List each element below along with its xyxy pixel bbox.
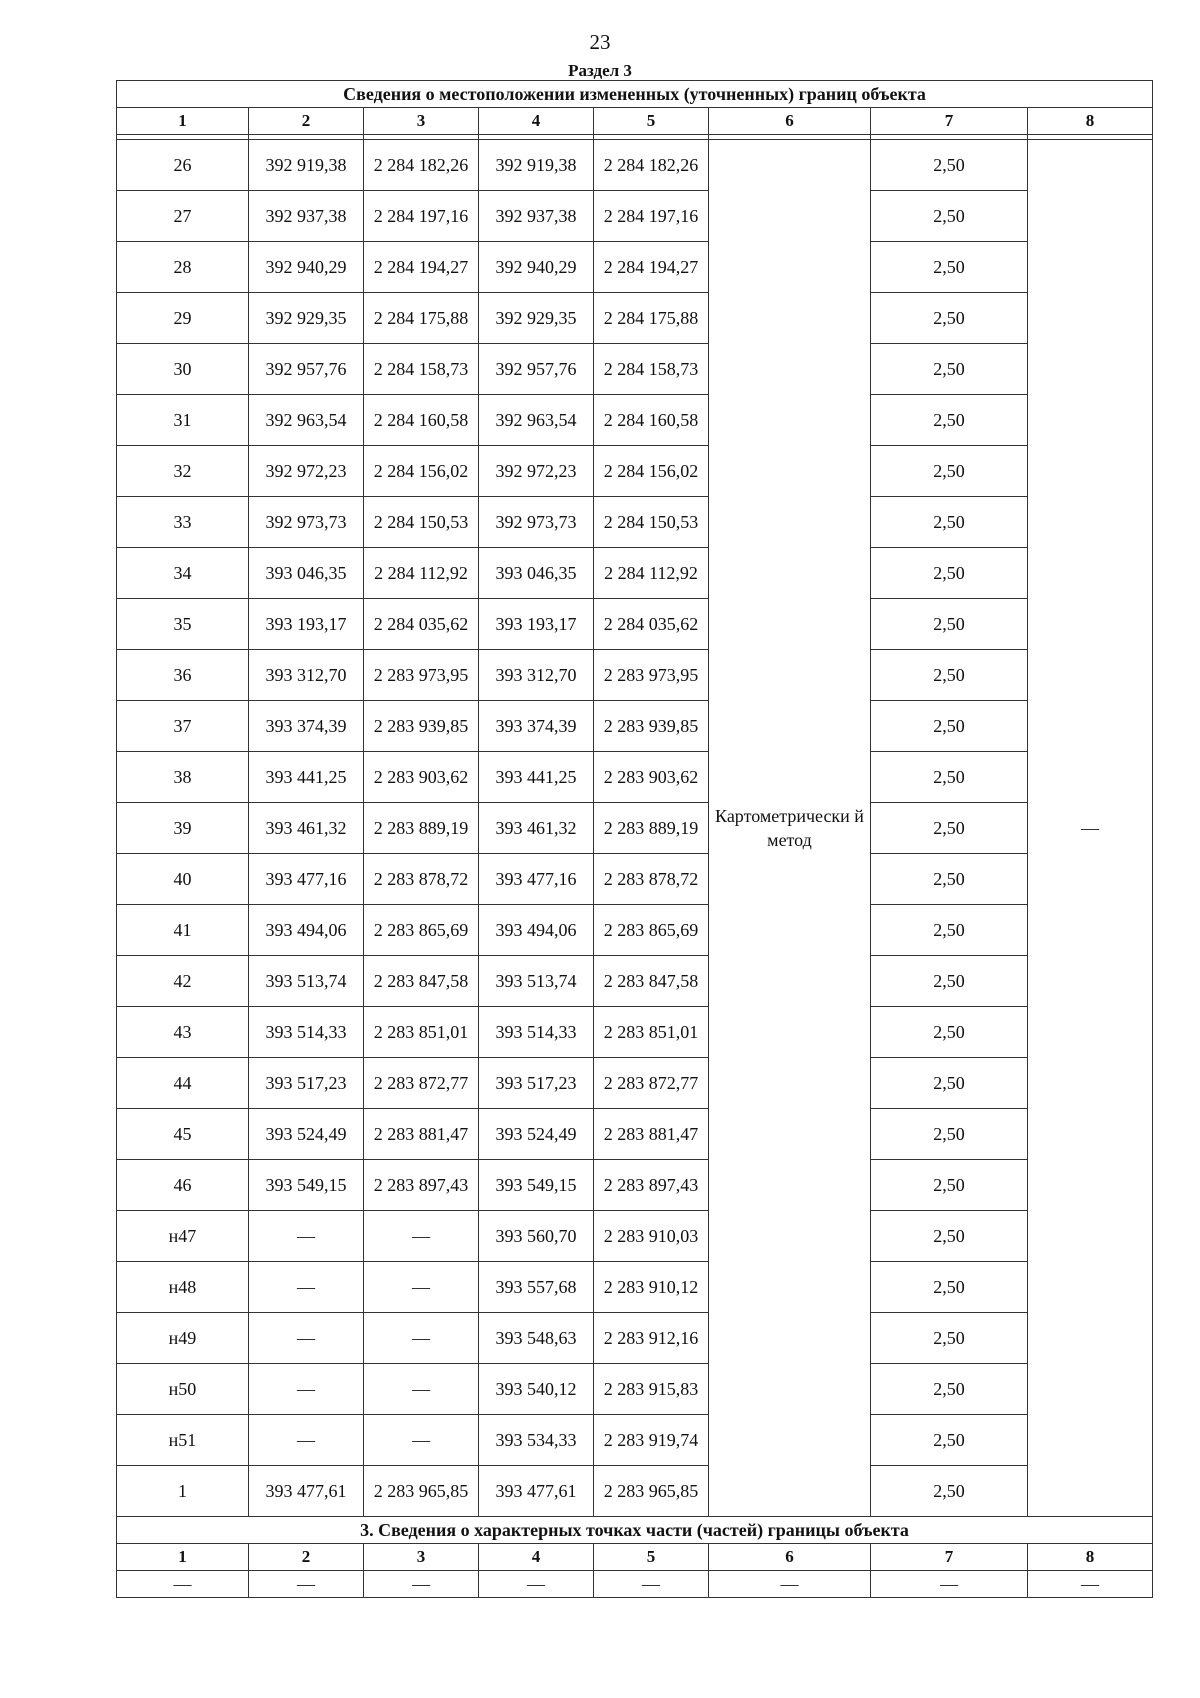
- table-cell: 2 284 182,26: [594, 140, 709, 191]
- column-header: 2: [249, 108, 364, 135]
- table-cell: 392 957,76: [479, 344, 594, 395]
- table-cell: 393 517,23: [479, 1058, 594, 1109]
- table-cell: 2,50: [871, 701, 1028, 752]
- table-cell: 2 283 872,77: [594, 1058, 709, 1109]
- table-cell: 392 937,38: [479, 191, 594, 242]
- table-cell: 2 283 912,16: [594, 1313, 709, 1364]
- table-cell: 392 963,54: [249, 395, 364, 446]
- table-cell: —: [249, 1262, 364, 1313]
- table-cell: 392 973,73: [249, 497, 364, 548]
- table-cell: —: [364, 1364, 479, 1415]
- table-cell: 45: [117, 1109, 249, 1160]
- column-header: 4: [479, 1544, 594, 1571]
- table-cell: 393 477,16: [479, 854, 594, 905]
- table-cell: 2 283 965,85: [364, 1466, 479, 1517]
- table-row: [117, 1571, 1153, 1598]
- table-cell: 393 046,35: [249, 548, 364, 599]
- table-cell: 393 374,39: [249, 701, 364, 752]
- table-cell: 32: [117, 446, 249, 497]
- table-cell: 393 312,70: [249, 650, 364, 701]
- table-cell: —: [1028, 1571, 1153, 1598]
- table-cell: 2 283 919,74: [594, 1415, 709, 1466]
- table-cell: —: [594, 1571, 709, 1598]
- table-cell: 393 513,74: [479, 956, 594, 1007]
- table-cell: н48: [117, 1262, 249, 1313]
- table-cell: 2 283 897,43: [364, 1160, 479, 1211]
- table-cell: 39: [117, 803, 249, 854]
- table-cell: 393 494,06: [479, 905, 594, 956]
- table-cell: 2 283 965,85: [594, 1466, 709, 1517]
- table-cell: 46: [117, 1160, 249, 1211]
- table-cell: 2 284 150,53: [594, 497, 709, 548]
- table-row: [117, 1466, 1153, 1517]
- table-cell: 393 557,68: [479, 1262, 594, 1313]
- table-cell: 2 283 878,72: [364, 854, 479, 905]
- table-cell: 2 283 903,62: [364, 752, 479, 803]
- table-cell: 392 919,38: [479, 140, 594, 191]
- table-cell: 392 957,76: [249, 344, 364, 395]
- table-cell: 2 283 872,77: [364, 1058, 479, 1109]
- table-cell: 2,50: [871, 191, 1028, 242]
- table-cell: 44: [117, 1058, 249, 1109]
- table-row: [117, 803, 1153, 854]
- page-number: 23: [589, 30, 611, 54]
- column-header: 4: [479, 108, 594, 135]
- column8-cell: —: [1028, 140, 1153, 1517]
- table-row: [117, 599, 1153, 650]
- table-cell: —: [479, 1571, 594, 1598]
- table-row: [117, 497, 1153, 548]
- column-header: 7: [871, 1544, 1028, 1571]
- table-cell: 43: [117, 1007, 249, 1058]
- table-cell: 393 441,25: [249, 752, 364, 803]
- table-cell: 392 929,35: [249, 293, 364, 344]
- table-cell: 2,50: [871, 854, 1028, 905]
- table-cell: 2 283 847,58: [594, 956, 709, 1007]
- column-header: 1: [117, 1544, 249, 1571]
- table-cell: —: [249, 1313, 364, 1364]
- table-cell: 28: [117, 242, 249, 293]
- column-header: 5: [594, 108, 709, 135]
- table-cell: 393 193,17: [479, 599, 594, 650]
- table-cell: 393 540,12: [479, 1364, 594, 1415]
- table-cell: 2 283 897,43: [594, 1160, 709, 1211]
- table-cell: 2,50: [871, 1313, 1028, 1364]
- table-cell: 2,50: [871, 446, 1028, 497]
- table-cell: 40: [117, 854, 249, 905]
- table-cell: 393 477,16: [249, 854, 364, 905]
- table-cell: 2,50: [871, 1415, 1028, 1466]
- column-header: 6: [709, 108, 871, 135]
- table-cell: 36: [117, 650, 249, 701]
- table-cell: 2,50: [871, 293, 1028, 344]
- table-cell: 393 494,06: [249, 905, 364, 956]
- table-cell: 2 283 865,69: [594, 905, 709, 956]
- table-caption: Сведения о местоположении измененных (уточненных) границ объекта: [117, 81, 1153, 108]
- table-cell: 393 524,49: [249, 1109, 364, 1160]
- column-header: 1: [117, 108, 249, 135]
- table-cell: —: [249, 1571, 364, 1598]
- table-cell: 393 374,39: [479, 701, 594, 752]
- table-row: [117, 752, 1153, 803]
- table-cell: 393 193,17: [249, 599, 364, 650]
- table-cell: 392 973,73: [479, 497, 594, 548]
- table-cell: 2 284 158,73: [594, 344, 709, 395]
- table-cell: 2,50: [871, 905, 1028, 956]
- table-cell: 2 283 881,47: [364, 1109, 479, 1160]
- table-cell: 2,50: [871, 1211, 1028, 1262]
- table-row: [117, 905, 1153, 956]
- table-cell: 393 548,63: [479, 1313, 594, 1364]
- table-cell: 2,50: [871, 548, 1028, 599]
- table-cell: 2 284 197,16: [594, 191, 709, 242]
- table-cell: 41: [117, 905, 249, 956]
- table-cell: 2 284 112,92: [364, 548, 479, 599]
- table-cell: н50: [117, 1364, 249, 1415]
- table-cell: 2 284 194,27: [364, 242, 479, 293]
- table-cell: 393 312,70: [479, 650, 594, 701]
- table-cell: 2 283 881,47: [594, 1109, 709, 1160]
- table-cell: —: [364, 1415, 479, 1466]
- table-cell: 392 937,38: [249, 191, 364, 242]
- table-cell: 2 284 182,26: [364, 140, 479, 191]
- column-header: 8: [1028, 1544, 1153, 1571]
- table-cell: 392 929,35: [479, 293, 594, 344]
- column-header: 2: [249, 1544, 364, 1571]
- table-cell: 392 919,38: [249, 140, 364, 191]
- table-cell: 35: [117, 599, 249, 650]
- table-cell: —: [364, 1571, 479, 1598]
- table-cell: 2 284 156,02: [364, 446, 479, 497]
- table-cell: 2 284 175,88: [594, 293, 709, 344]
- table-cell: 31: [117, 395, 249, 446]
- table-cell: 2,50: [871, 1058, 1028, 1109]
- table-cell: —: [249, 1364, 364, 1415]
- table-cell: —: [364, 1313, 479, 1364]
- table-cell: 393 046,35: [479, 548, 594, 599]
- table-cell: 392 972,23: [479, 446, 594, 497]
- table-cell: 2,50: [871, 242, 1028, 293]
- table-row: [117, 1109, 1153, 1160]
- table-cell: 26: [117, 140, 249, 191]
- table-row: [117, 701, 1153, 752]
- table-cell: 393 477,61: [479, 1466, 594, 1517]
- table-row: [117, 242, 1153, 293]
- table-cell: 2,50: [871, 956, 1028, 1007]
- table-cell: 2,50: [871, 599, 1028, 650]
- table-cell: 2 283 915,83: [594, 1364, 709, 1415]
- table-cell: 2 283 910,12: [594, 1262, 709, 1313]
- table-cell: 37: [117, 701, 249, 752]
- table-cell: 2 284 035,62: [364, 599, 479, 650]
- table-row: [117, 395, 1153, 446]
- column-header: 3: [364, 1544, 479, 1571]
- table-row: [117, 293, 1153, 344]
- table-cell: 2 284 156,02: [594, 446, 709, 497]
- table-cell: 393 549,15: [249, 1160, 364, 1211]
- table-cell: 2 283 865,69: [364, 905, 479, 956]
- table-cell: 2 284 175,88: [364, 293, 479, 344]
- table-cell: 392 972,23: [249, 446, 364, 497]
- section-label: Раздел 3: [568, 61, 632, 80]
- table-cell: 2,50: [871, 395, 1028, 446]
- table-cell: 2,50: [871, 497, 1028, 548]
- table-cell: 2,50: [871, 1364, 1028, 1415]
- table-cell: —: [249, 1211, 364, 1262]
- table-cell: 393 524,49: [479, 1109, 594, 1160]
- table-cell: 393 461,32: [249, 803, 364, 854]
- table-row: [117, 344, 1153, 395]
- table-cell: 2,50: [871, 650, 1028, 701]
- table-row: [117, 191, 1153, 242]
- table-cell: 38: [117, 752, 249, 803]
- table-cell: 393 514,33: [249, 1007, 364, 1058]
- method-cell: Картометрически й метод: [709, 140, 871, 1517]
- table-cell: 393 477,61: [249, 1466, 364, 1517]
- table-cell: —: [364, 1211, 479, 1262]
- table-cell: 33: [117, 497, 249, 548]
- table-cell: 34: [117, 548, 249, 599]
- table-row: [117, 1007, 1153, 1058]
- table-cell: 1: [117, 1466, 249, 1517]
- table-cell: 2 283 939,85: [594, 701, 709, 752]
- column-header: 3: [364, 108, 479, 135]
- table-cell: 393 514,33: [479, 1007, 594, 1058]
- table-row: [117, 1415, 1153, 1466]
- column-header: 8: [1028, 108, 1153, 135]
- table-cell: 2,50: [871, 1466, 1028, 1517]
- table-cell: 2 284 112,92: [594, 548, 709, 599]
- table-cell: —: [871, 1571, 1028, 1598]
- table-row: [117, 650, 1153, 701]
- table-cell: 393 441,25: [479, 752, 594, 803]
- table-cell: 2 283 903,62: [594, 752, 709, 803]
- table-cell: н49: [117, 1313, 249, 1364]
- table-cell: 2,50: [871, 803, 1028, 854]
- table-cell: 2 283 973,95: [364, 650, 479, 701]
- table-cell: 2 284 160,58: [594, 395, 709, 446]
- table-cell: 393 560,70: [479, 1211, 594, 1262]
- table-row: [117, 1364, 1153, 1415]
- column-header: 6: [709, 1544, 871, 1571]
- table-cell: 2 283 878,72: [594, 854, 709, 905]
- table-row: [117, 548, 1153, 599]
- table-cell: н51: [117, 1415, 249, 1466]
- table-cell: 2,50: [871, 344, 1028, 395]
- table-cell: 392 940,29: [479, 242, 594, 293]
- table-cell: 2 284 160,58: [364, 395, 479, 446]
- table-cell: 2,50: [871, 140, 1028, 191]
- table-cell: 2 283 889,19: [594, 803, 709, 854]
- table-row: [117, 140, 1153, 191]
- table-row: [117, 854, 1153, 905]
- table-cell: —: [249, 1415, 364, 1466]
- table-cell: 2,50: [871, 752, 1028, 803]
- column-header: 5: [594, 1544, 709, 1571]
- table-cell: 2 284 158,73: [364, 344, 479, 395]
- table-cell: 27: [117, 191, 249, 242]
- table-cell: 392 963,54: [479, 395, 594, 446]
- table-cell: 392 940,29: [249, 242, 364, 293]
- column-header: 7: [871, 108, 1028, 135]
- table-cell: 2 283 847,58: [364, 956, 479, 1007]
- table-cell: 393 513,74: [249, 956, 364, 1007]
- table-caption: 3. Сведения о характерных точках части (частей) границы объекта: [117, 1517, 1153, 1544]
- table-cell: 2,50: [871, 1109, 1028, 1160]
- table-row: [117, 446, 1153, 497]
- table-row: [117, 1058, 1153, 1109]
- table-row: [117, 1262, 1153, 1313]
- table-cell: 2,50: [871, 1262, 1028, 1313]
- table-row: [117, 956, 1153, 1007]
- table-cell: 2 283 851,01: [364, 1007, 479, 1058]
- table-cell: 2,50: [871, 1160, 1028, 1211]
- table-cell: 30: [117, 344, 249, 395]
- table-cell: 2 283 939,85: [364, 701, 479, 752]
- table-cell: —: [117, 1571, 249, 1598]
- table-cell: 393 534,33: [479, 1415, 594, 1466]
- table-cell: 2 284 197,16: [364, 191, 479, 242]
- table-row: [117, 1160, 1153, 1211]
- table-cell: —: [364, 1262, 479, 1313]
- table-cell: 42: [117, 956, 249, 1007]
- table-cell: 2 284 194,27: [594, 242, 709, 293]
- table-cell: 2 283 851,01: [594, 1007, 709, 1058]
- table-cell: 2 283 910,03: [594, 1211, 709, 1262]
- table-cell: 2 283 973,95: [594, 650, 709, 701]
- table-cell: н47: [117, 1211, 249, 1262]
- table-cell: 2,50: [871, 1007, 1028, 1058]
- table-cell: 393 517,23: [249, 1058, 364, 1109]
- table-cell: 29: [117, 293, 249, 344]
- table-cell: —: [709, 1571, 871, 1598]
- boundary-points-table: [116, 80, 1153, 1598]
- table-cell: 393 461,32: [479, 803, 594, 854]
- table-cell: 393 549,15: [479, 1160, 594, 1211]
- table-cell: 2 283 889,19: [364, 803, 479, 854]
- table-row: [117, 1211, 1153, 1262]
- table-cell: 2 284 150,53: [364, 497, 479, 548]
- table-cell: 2 284 035,62: [594, 599, 709, 650]
- table-row: [117, 1313, 1153, 1364]
